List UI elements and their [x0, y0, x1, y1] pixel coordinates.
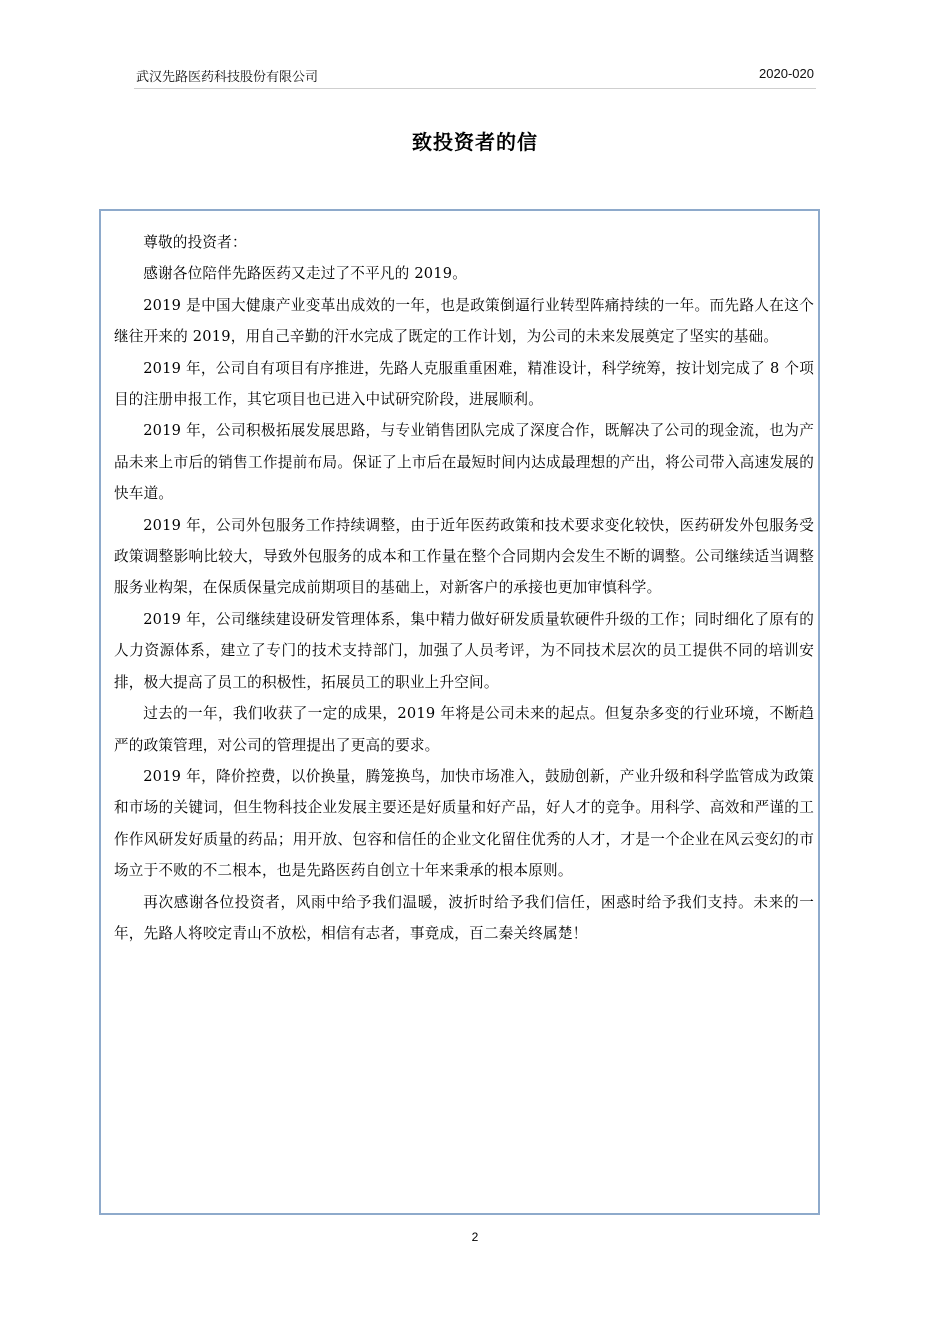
letter-paragraph: 2019 年，公司继续建设研发管理体系，集中精力做好研发质量软硬件升级的工作；同时细化了原有的人力资源体系，建立了专门的技术支持部门，加强了人员考评，为不同技术层次的员工提供不同的培训安排，极大提高了员工的积极性，拓展员工的职业上升空间。	[114, 610, 814, 691]
letter-paragraph: 过去的一年，我们收获了一定的成果，2019 年将是公司未来的起点。但复杂多变的行业环境，不断趋严的政策管理，对公司的管理提出了更高的要求。	[114, 705, 814, 754]
header-document-code: 2020-020	[759, 66, 814, 81]
letter-paragraph: 2019 年，公司积极拓展发展思路，与专业销售团队完成了深度合作，既解决了公司的现金流，也为产品未来上市后的销售工作提前布局。保证了上市后在最短时间内达成最理想的产出，将公司带入高速发展的快车道。	[114, 422, 814, 503]
header-divider	[134, 88, 816, 89]
letter-salutation: 尊敬的投资者：	[143, 234, 247, 251]
letter-paragraph: 感谢各位陪伴先路医药又走过了不平凡的 2019。	[143, 265, 468, 283]
page-title: 致投资者的信	[412, 130, 538, 154]
letter-paragraph: 再次感谢各位投资者，风雨中给予我们温暖，波折时给予我们信任，困惑时给予我们支持。未来的一年，先路人将咬定青山不放松，相信有志者，事竟成，百二秦关终属楚！	[114, 893, 814, 942]
letter-body	[114, 227, 814, 949]
letter-paragraph: 2019 是中国大健康产业变革出成效的一年，也是政策倒逼行业转型阵痛持续的一年。而先路人在这个继往开来的 2019，用自己辛勤的汗水完成了既定的工作计划，为公司的未来发展奠定了坚实的基础。	[114, 296, 814, 346]
page-number: 2	[471, 1230, 479, 1244]
header-company-name: 武汉先路医药科技股份有限公司	[136, 70, 319, 85]
letter-paragraph: 2019 年，降价控费，以价换量，腾笼换鸟，加快市场准入，鼓励创新，产业升级和科学监管成为政策和市场的关键词，但生物科技企业发展主要还是好质量和好产品，好人才的竞争。用科学、高效和严谨的工作作风研发好质量的药品；用开放、包容和信任的企业文化留住优秀的人才，才是一个企业在风云变幻的市场立于不败的不二根本，也是先路医药自创立十年来秉承的根本原则。	[114, 767, 814, 880]
letter-paragraph: 2019 年，公司外包服务工作持续调整，由于近年医药政策和技术要求变化较快，医药研发外包服务受政策调整影响比较大，导致外包服务的成本和工作量在整个合同期内会发生不断的调整。公司继续适当调整服务业构架，在保质保量完成前期项目的基础上，对新客户的承接也更加审慎科学。	[114, 516, 814, 597]
letter-paragraph: 2019 年，公司自有项目有序推进，先路人克服重重困难，精准设计，科学统筹，按计划完成了 8 个项目的注册申报工作，其它项目也已进入中试研究阶段，进展顺利。	[114, 359, 814, 409]
